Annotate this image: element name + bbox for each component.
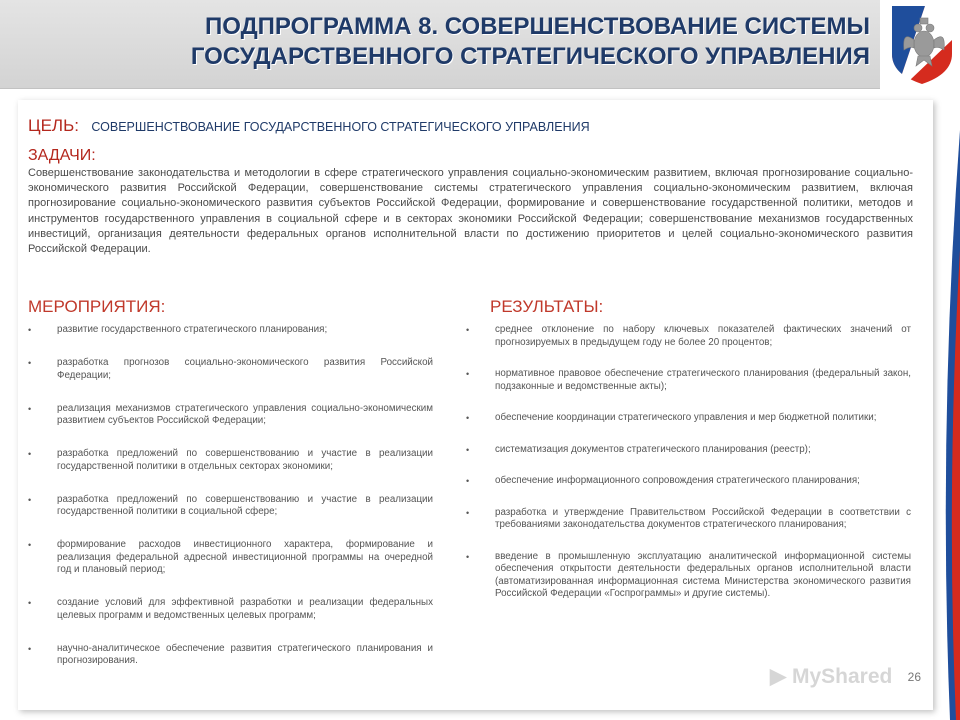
slide-content-panel [18, 100, 933, 710]
bullet-icon: • [28, 325, 32, 335]
list-item-text: введение в промышленную эксплуатацию аналитической информационной системы обеспечения открытости деятельности федеральных органов исполнительной власти (автоматизированная информационная система Министерства экономического развития Российской Федерации «Госпрограммы» и другие системы). [495, 550, 911, 599]
goal-text: СОВЕРШЕНСТВОВАНИЕ ГОСУДАРСТВЕННОГО СТРАТЕГИЧЕСКОГО УПРАВЛЕНИЯ [91, 120, 590, 134]
list-item [466, 444, 911, 457]
list-item-text: формирование расходов инвестиционного характера, формирование и реализация федеральной адресной инвестиционной программы на очередной год и плановый период; [57, 539, 433, 575]
goal-label: ЦЕЛЬ: [28, 116, 79, 135]
bullet-icon: • [28, 598, 32, 608]
list-item [466, 412, 911, 425]
bullet-icon: • [466, 325, 470, 335]
list-item-text: среднее отклонение по набору ключевых показателей фактических значений от прогнозируемых в предыдущем году не более 20 процентов; [495, 324, 911, 348]
list-item [28, 403, 433, 428]
bullet-icon: • [466, 551, 470, 562]
slide-title [10, 12, 870, 72]
emblem-logo [880, 0, 960, 88]
list-item-text: обеспечение координации стратегического управления и мер бюджетной политики; [495, 412, 877, 423]
list-item-text: разработка предложений по совершенствованию и участие в реализации государственной политики в социальной сфере; [57, 493, 433, 517]
slide-title-line-1: ПОДПРОГРАММА 8. СОВЕРШЕНСТВОВАНИЕ СИСТЕМЫ [204, 13, 870, 40]
list-item [466, 475, 911, 488]
list-item [28, 324, 433, 337]
bullet-icon: • [28, 494, 32, 505]
list-item-text: развитие государственного стратегического планирования; [57, 324, 328, 335]
slide-header [0, 0, 880, 89]
list-item [28, 597, 433, 622]
list-item-text: создание условий для эффективной разработки и реализации федеральных целевых программ и ведомственных целевых программ; [57, 597, 433, 621]
list-item [466, 324, 911, 349]
list-item-text: систематизация документов стратегического планирования (реестр); [495, 443, 811, 455]
bullet-icon: • [466, 507, 470, 518]
list-item [466, 507, 911, 532]
bullet-icon: • [28, 403, 32, 414]
tasks-text: Совершенствование законодательства и методологии в сфере стратегического управления социально-экономическим развитием, включая прогнозирование социально-экономического развития Российской Федерации, совершенствование системы стратегического управления социально-экономическим развитием, включая прогнозирование социально-экономического развития субъектов Российской Федерации, формирование и совершенствование государственной политики, методов и инструментов государственного управления в социальной сфере и в секторах экономики Российской Федерации; совершенствование механизмов государственных инвестиций, организация деятельности федеральных органов исполнительной власти по достижению приоритетов и целей социально-экономического развития Российской Федерации. [28, 167, 913, 256]
bullet-icon: • [28, 540, 32, 550]
goal-section [28, 116, 918, 136]
bullet-icon: • [466, 413, 470, 423]
bullet-icon: • [28, 358, 32, 368]
coat-of-arms-icon [880, 0, 960, 88]
list-item-text: обеспечение информационного сопровождения стратегического планирования; [495, 475, 860, 486]
list-item [28, 448, 433, 473]
list-item [466, 368, 911, 393]
list-item-text: научно-аналитическое обеспечение развития стратегического планирования и прогнозирования. [57, 642, 433, 666]
results-list [466, 324, 911, 620]
watermark [770, 664, 892, 689]
list-item [28, 643, 433, 668]
list-item-text: реализация механизмов стратегического управления социально-экономическим развитием субъектов Российской Федерации; [57, 402, 433, 426]
list-item [28, 494, 433, 519]
bullet-icon: • [466, 369, 470, 379]
list-item [466, 551, 911, 601]
list-item-text: разработка прогнозов социально-экономического развития Российской Федерации; [57, 357, 433, 381]
slide-title-line-2: ГОСУДАРСТВЕННОГО СТРАТЕГИЧЕСКОГО УПРАВЛЕНИЯ [190, 43, 870, 70]
watermark-icon: ▶ [770, 665, 792, 688]
measures-list [28, 324, 433, 688]
bullet-icon: • [466, 444, 470, 455]
tasks-label: ЗАДАЧИ: [28, 147, 96, 164]
bullet-icon: • [28, 643, 32, 654]
bullet-icon: • [466, 476, 470, 486]
watermark-text: MyShared [791, 665, 893, 688]
results-title: РЕЗУЛЬТАТЫ: [490, 297, 604, 316]
list-item [28, 357, 433, 382]
list-item [28, 539, 433, 577]
list-item-text: разработка и утверждение Правительством Российской Федерации в соответствии с требованиями законодательства документов стратегического планирования; [495, 506, 911, 530]
list-item-text: разработка предложений по совершенствованию и участие в реализации государственной политики в отдельных секторах экономики; [57, 448, 433, 472]
measures-title: МЕРОПРИЯТИЯ: [28, 297, 166, 316]
page-number: 26 [907, 670, 921, 684]
list-item-text: нормативное правовое обеспечение стратегического планирования (федеральный закон, подзаконные и ведомственные акты); [495, 368, 911, 392]
bullet-icon: • [28, 449, 32, 459]
